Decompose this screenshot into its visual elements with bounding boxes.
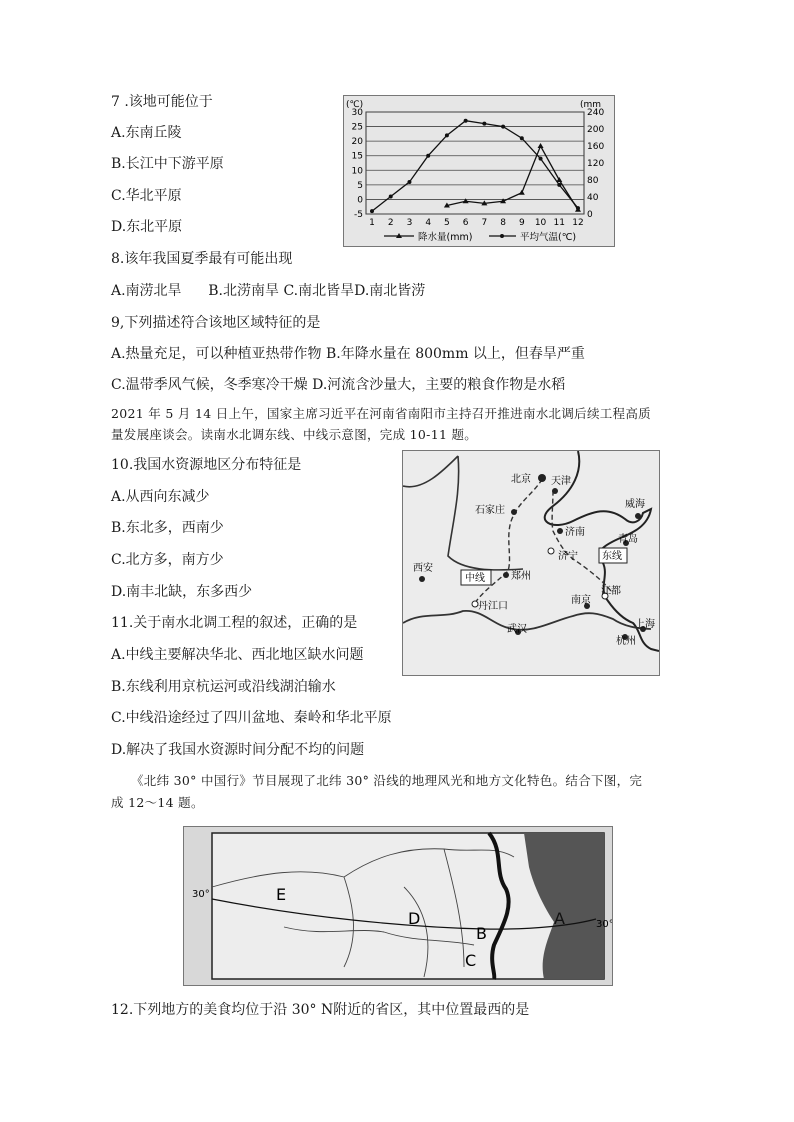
y-right-tick-label: 120 xyxy=(587,159,605,169)
temp-point xyxy=(426,154,430,158)
lat-right-label: 30° xyxy=(596,919,612,930)
latitude-30-map-svg xyxy=(184,827,612,985)
q7-option-d: D.东北平原 xyxy=(111,219,183,235)
region-b-label: B xyxy=(476,924,487,943)
q9-options-line2: C.温带季风气候，冬季寒冷干燥 D.河流含沙量大，主要的粮食作物是水稻 xyxy=(111,377,566,393)
q10-stem: 10.我国水资源地区分布特征是 xyxy=(111,457,302,473)
climate-chart xyxy=(343,95,615,247)
region-c-label: C xyxy=(465,951,477,970)
temp-point xyxy=(501,125,505,129)
lat-left-label: 30° xyxy=(192,889,210,900)
jining-dot xyxy=(548,548,554,554)
y-left-tick-label: 15 xyxy=(351,151,363,162)
region-a-label: A xyxy=(554,909,565,928)
label-beijing: 北京 xyxy=(511,474,531,485)
y-left-tick-label: 20 xyxy=(351,137,363,148)
label-nanjing: 南京 xyxy=(571,595,591,606)
y-left-tick-label: 30 xyxy=(351,108,363,118)
passage2-line2: 成 12～14 题。 xyxy=(111,795,204,810)
label-east-route: 东线 xyxy=(602,551,622,562)
water-transfer-map xyxy=(402,450,660,676)
temp-point xyxy=(576,206,580,210)
label-xian: 西安 xyxy=(413,563,433,574)
temp-point xyxy=(389,195,393,199)
passage1-line1: 2021 年 5 月 14 日上午，国家主席习近平在河南省南阳市主持召开推进南水北调后续工程高质 xyxy=(111,406,651,421)
shijiazhuang-dot xyxy=(511,509,517,515)
q10-option-c: C.北方多，南方少 xyxy=(111,552,224,568)
y-right-tick-label: 0 xyxy=(587,210,593,220)
q10-option-d: D.南丰北缺，东多西少 xyxy=(111,584,253,600)
y-right-tick-label: 160 xyxy=(587,142,605,152)
water-transfer-map-svg xyxy=(403,451,659,675)
beijing-dot xyxy=(538,474,546,482)
x-tick-label: 5 xyxy=(444,218,450,228)
y-right-unit: (mm xyxy=(580,100,602,110)
precip-point xyxy=(519,190,525,195)
temp-point xyxy=(520,136,524,140)
y-left-tick-label: 5 xyxy=(357,180,363,191)
label-danjiangkou: 丹江口 xyxy=(478,601,508,612)
precip-point xyxy=(538,143,544,148)
x-tick-label: 4 xyxy=(425,218,432,228)
label-jiangdu: 江都 xyxy=(601,586,621,597)
precip-point xyxy=(463,198,469,203)
plot-frame xyxy=(366,112,584,214)
q11-option-d: D.解决了我国水资源时间分配不均的问题 xyxy=(111,742,365,758)
y-right-tick-label: 240 xyxy=(587,108,605,118)
y-left-tick-label: 10 xyxy=(351,166,363,177)
passage2-line1: 《北纬 30° 中国行》节目展现了北纬 30° 沿线的地理风光和地方文化特色。结合下图，完 xyxy=(131,773,643,788)
q11-option-a: A.中线主要解决华北、西北地区缺水问题 xyxy=(111,647,364,663)
x-tick-label: 2 xyxy=(387,218,394,228)
x-tick-label: 7 xyxy=(481,218,488,228)
y-left-tick-label: 25 xyxy=(351,122,363,133)
y-left-tick-label: 0 xyxy=(357,195,363,206)
label-tianjin: 天津 xyxy=(551,476,571,487)
temp-point xyxy=(482,122,486,126)
q11-option-b: B.东线利用京杭运河或沿线湖泊输水 xyxy=(111,679,336,695)
passage1-line2: 量发展座谈会。读南水北调东线、中线示意图，完成 10-11 题。 xyxy=(111,427,478,442)
label-shijiazhuang: 石家庄 xyxy=(475,505,505,516)
y-right-tick-label: 200 xyxy=(587,125,605,135)
y-left-tick-label: -5 xyxy=(354,210,363,220)
climate-chart-svg xyxy=(344,96,614,246)
xian-dot xyxy=(419,576,425,582)
x-tick-label: 6 xyxy=(462,218,469,228)
label-jinan: 济南 xyxy=(565,527,585,538)
x-tick-label: 11 xyxy=(553,218,565,228)
y-right-tick-label: 40 xyxy=(587,193,599,203)
jinan-dot xyxy=(557,528,563,534)
tianjin-dot xyxy=(552,488,558,494)
q9-options-line1: A.热量充足，可以种植亚热带作物 B.年降水量在 800mm 以上，但春旱严重 xyxy=(111,346,585,362)
label-weihai: 威海 xyxy=(625,499,645,510)
label-shanghai: 上海 xyxy=(635,619,655,630)
q7-option-c: C.华北平原 xyxy=(111,188,182,204)
temp-point xyxy=(407,180,411,184)
region-e-label: E xyxy=(276,885,287,904)
temp-point xyxy=(539,157,543,161)
temp-point xyxy=(464,119,468,123)
label-middle-route: 中线 xyxy=(465,573,485,584)
region-d-label: D xyxy=(408,909,421,928)
series-line-2 xyxy=(372,121,578,211)
q11-option-c: C.中线沿途经过了四川盆地、秦岭和华北平原 xyxy=(111,710,392,726)
q8-stem: 8.该年我国夏季最有可能出现 xyxy=(111,251,293,267)
temp-point xyxy=(370,209,374,213)
q11-stem: 11.关于南水北调工程的叙述，正确的是 xyxy=(111,615,358,631)
q10-option-b: B.东北多，西南少 xyxy=(111,520,224,536)
q9-stem: 9,下列描述符合该地区域特征的是 xyxy=(111,315,321,331)
temp-point xyxy=(445,133,449,137)
x-tick-label: 12 xyxy=(572,218,584,228)
x-tick-label: 1 xyxy=(369,218,375,228)
x-tick-label: 10 xyxy=(534,218,547,228)
q12-stem: 12.下列地方的美食均位于沿 30° N附近的省区，其中位置最西的是 xyxy=(111,1002,530,1018)
q10-option-a: A.从西向东减少 xyxy=(111,489,210,505)
q7-option-b: B.长江中下游平原 xyxy=(111,156,224,172)
y-left-unit: (℃) xyxy=(346,100,364,110)
label-zhengzhou: 郑州 xyxy=(511,571,531,582)
legend-label-precip: 降水量(mm) xyxy=(418,232,473,243)
label-qingdao: 青岛 xyxy=(618,534,638,545)
x-tick-label: 8 xyxy=(500,218,506,228)
y-right-tick-label: 80 xyxy=(587,176,599,186)
q7-stem: 7 .该地可能位于 xyxy=(111,94,213,110)
legend-marker-temp xyxy=(500,234,504,238)
label-jining: 济宁 xyxy=(558,551,578,562)
weihai-dot xyxy=(635,513,641,519)
label-wuhan: 武汉 xyxy=(507,624,527,635)
q8-options: A.南涝北旱 B.北涝南旱 C.南北皆旱D.南北皆涝 xyxy=(111,283,426,299)
x-tick-label: 3 xyxy=(406,218,413,228)
q7-option-a: A.东南丘陵 xyxy=(111,125,182,141)
legend-label-temp: 平均气温(℃) xyxy=(520,232,577,243)
zhengzhou-dot xyxy=(503,572,509,578)
temp-point xyxy=(557,183,561,187)
latitude-30-map xyxy=(183,826,613,986)
x-tick-label: 9 xyxy=(518,218,525,228)
label-hangzhou: 杭州 xyxy=(616,636,636,647)
